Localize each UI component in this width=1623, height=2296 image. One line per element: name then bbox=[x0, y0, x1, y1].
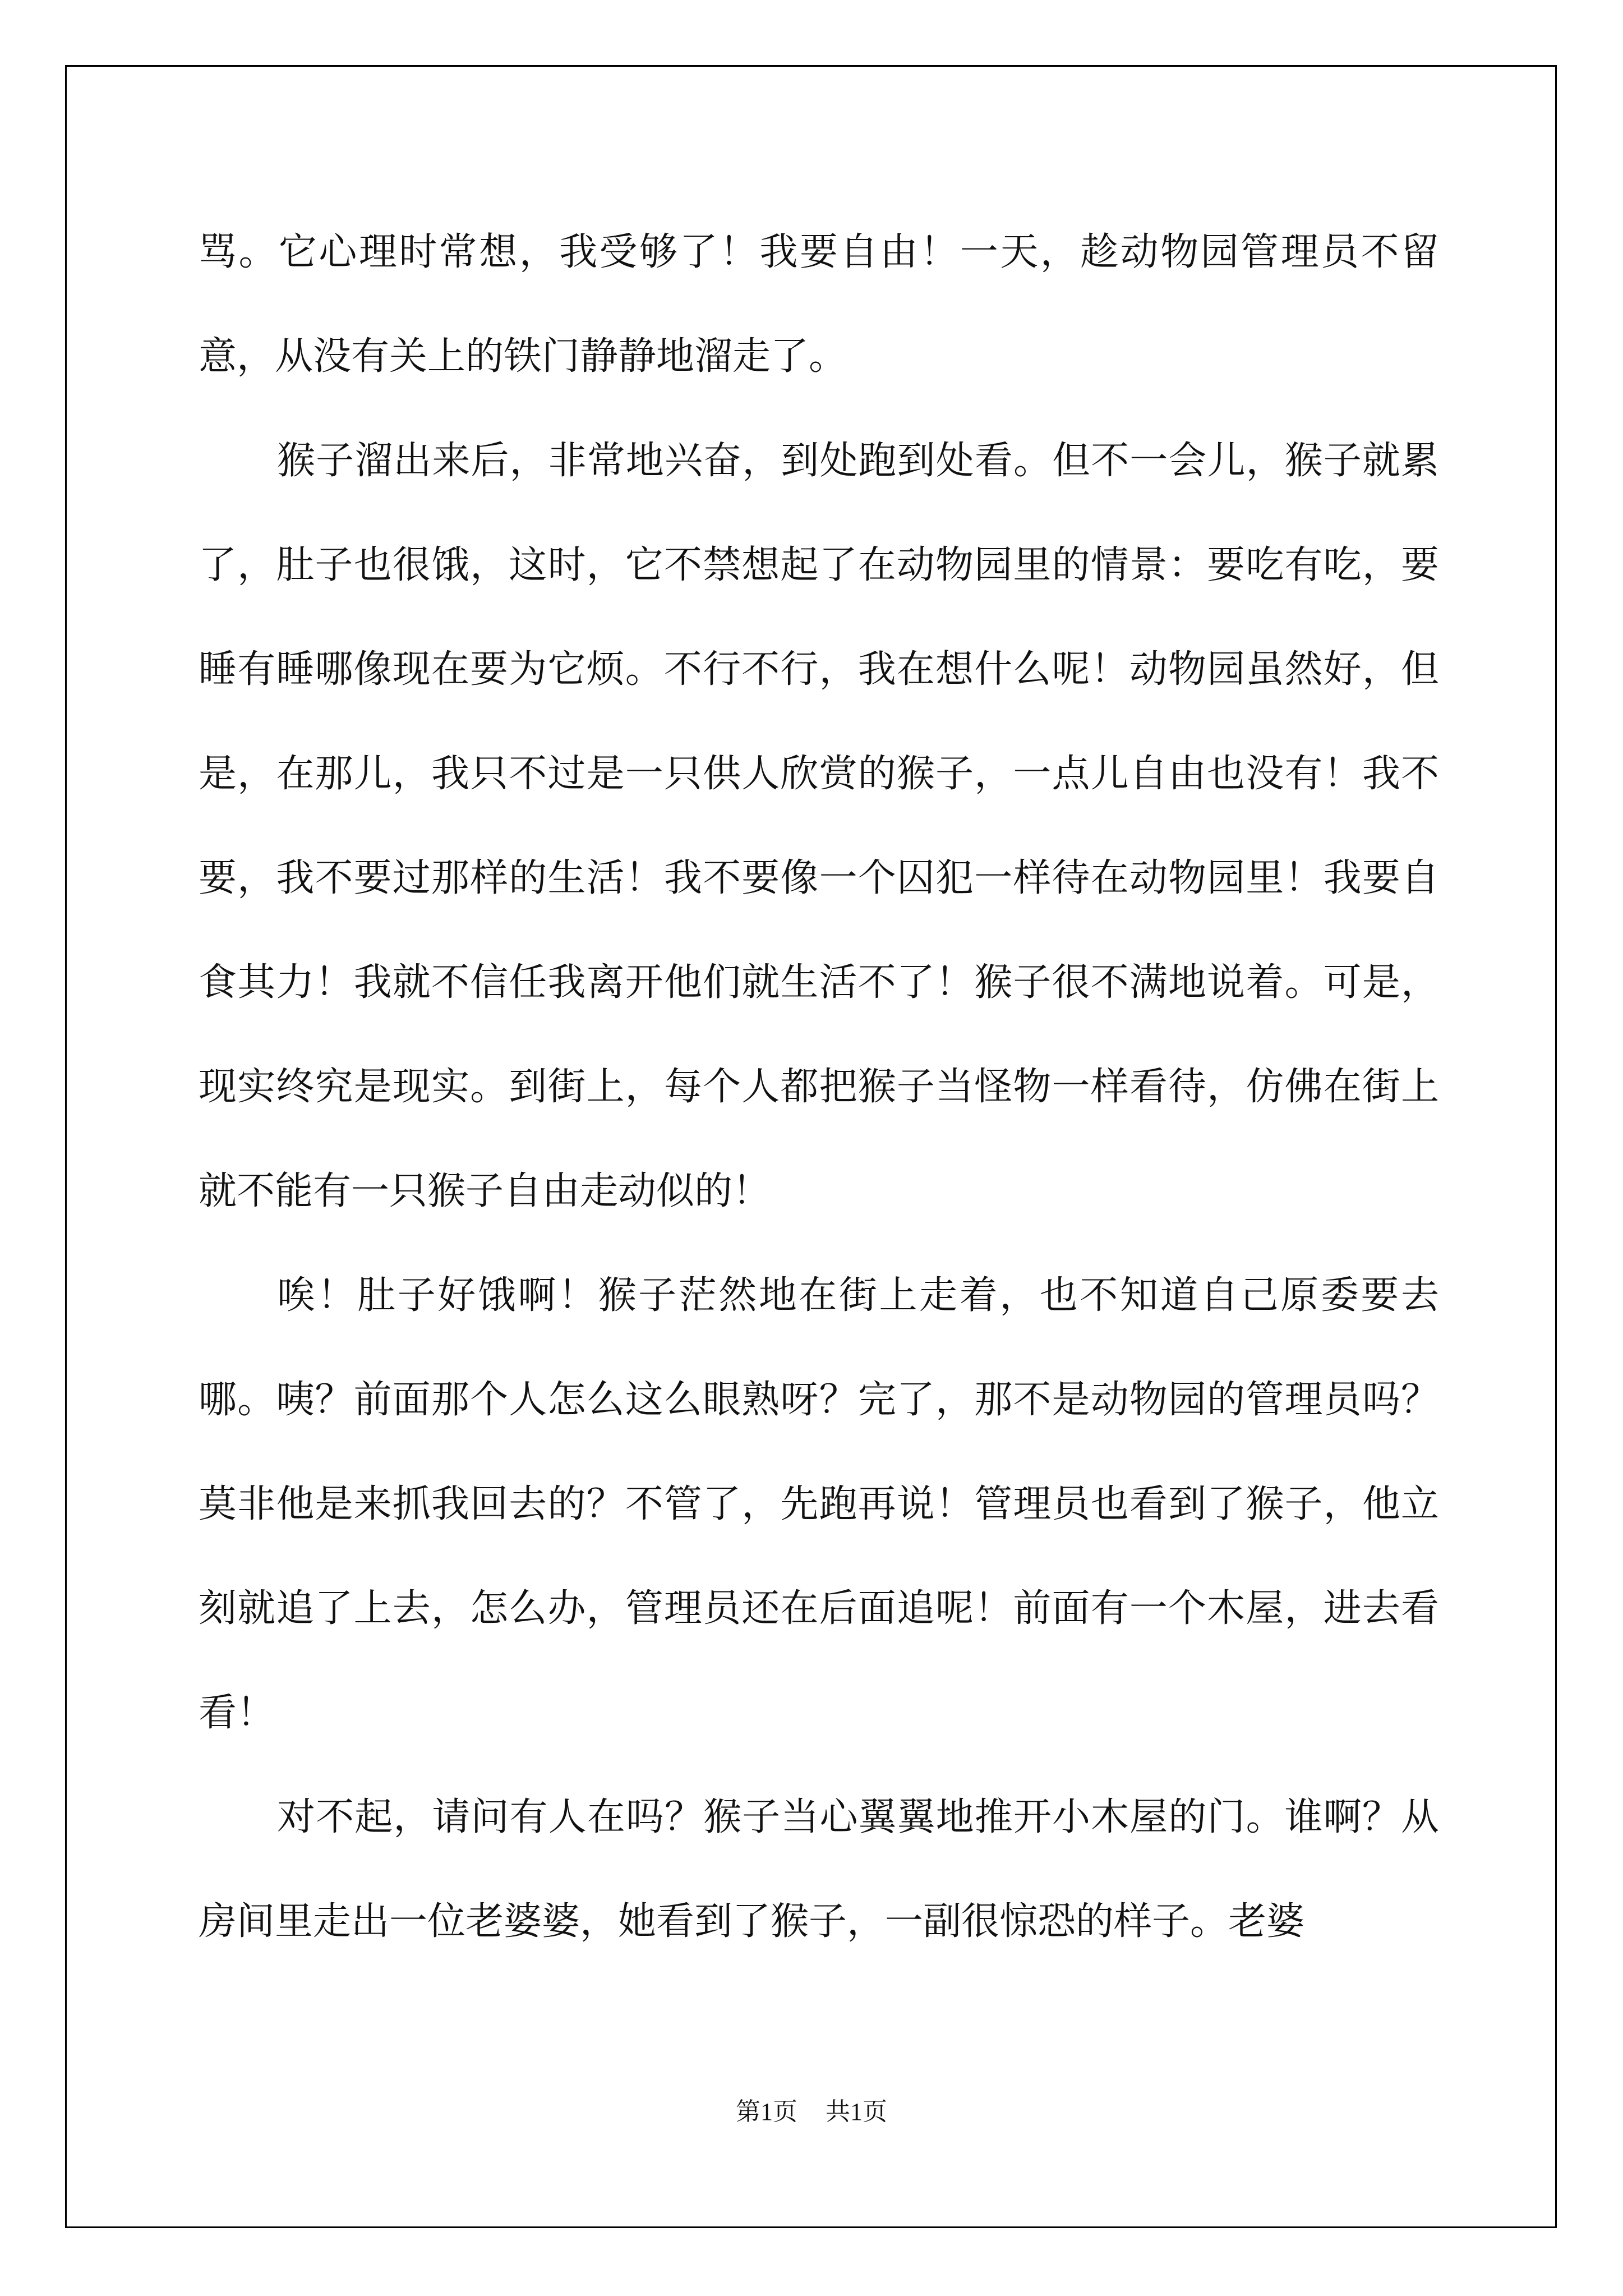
total-pages-label: 共1页 bbox=[826, 2098, 887, 2125]
document-body bbox=[199, 200, 1439, 1974]
paragraph-2: 猴子溜出来后，非常地兴奋，到处跑到处看。但不一会儿，猴子就累了，肚子也很饿，这时，它不禁想起了在动物园里的情景：要吃有吃，要睡有睡哪像现在要为它烦。不行不行，我在想什么呢！动物园虽然好，但是，在那儿，我只不过是一只供人欣赏的猴子，一点儿自由也没有！我不要，我不要过那样的生活！我不要像一个囚犯一样待在动物园里！我要自食其力！我就不信任我离开他们就生活不了！猴子很不满地说着。可是，现实终究是现实。到街上，每个人都把猴子当怪物一样看待，仿佛在街上就不能有一只猴子自由走动似的！ bbox=[199, 439, 1439, 1213]
page-footer bbox=[0, 2095, 1623, 2129]
paragraph-4: 对不起，请问有人在吗？猴子当心翼翼地推开小木屋的门。谁啊？从房间里走出一位老婆婆，她看到了猴子，一副很惊恐的样子。老婆 bbox=[199, 1795, 1439, 1944]
paragraph-1: 骂。它心理时常想，我受够了！我要自由！一天，趁动物园管理员不留意，从没有关上的铁门静静地溜走了。 bbox=[199, 230, 1439, 379]
page-number-label: 第1页 bbox=[736, 2098, 797, 2125]
paragraph-3: 唉！肚子好饿啊！猴子茫然地在街上走着，也不知道自己原委要去哪。咦？前面那个人怎么这么眼熟呀？完了，那不是动物园的管理员吗？莫非他是来抓我回去的？不管了，先跑再说！管理员也看到了猴子，他立刻就追了上去，怎么办，管理员还在后面追呢！前面有一个木屋，进去看看！ bbox=[199, 1273, 1439, 1735]
